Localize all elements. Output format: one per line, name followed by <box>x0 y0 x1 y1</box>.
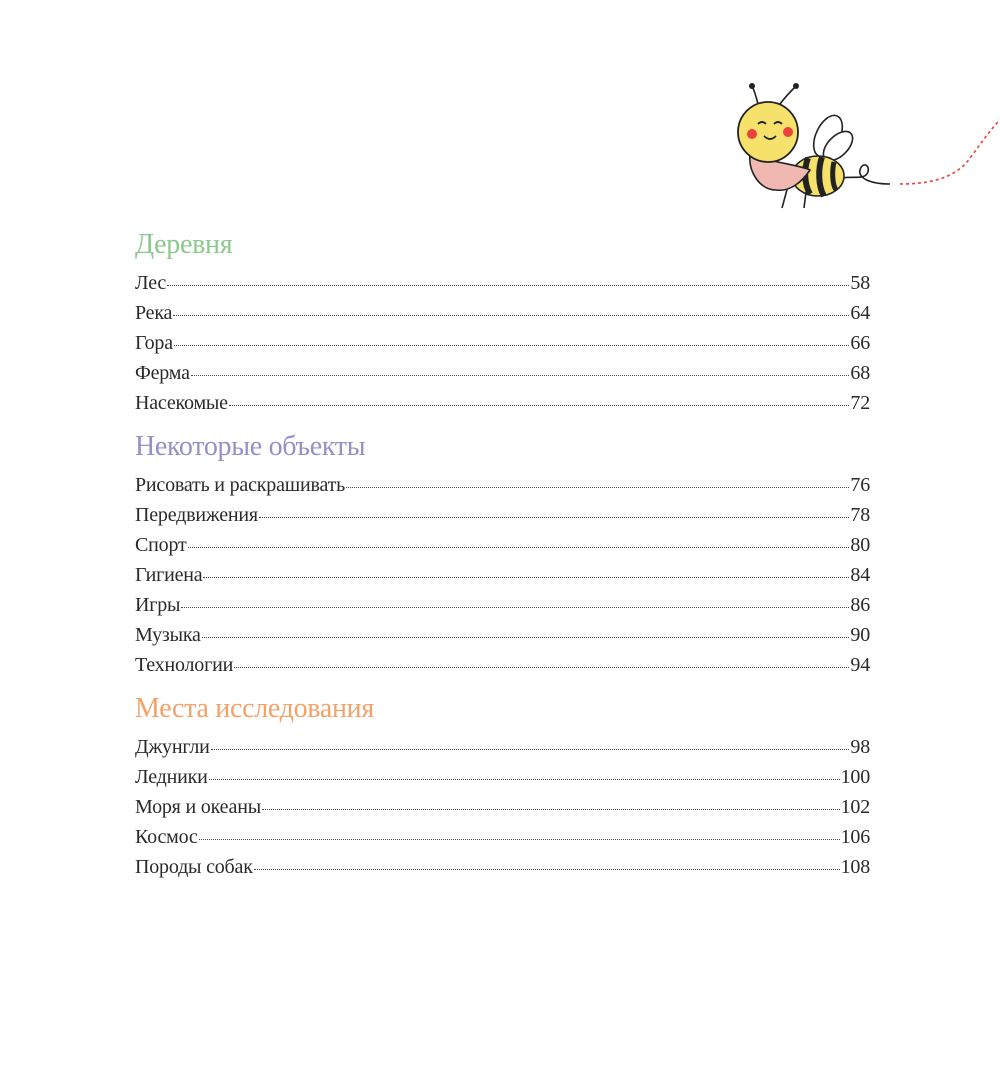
entry-label: Музыка <box>135 624 201 646</box>
toc-entry[interactable] <box>135 268 870 298</box>
entry-label: Спорт <box>135 534 187 556</box>
toc-entry[interactable] <box>135 852 870 882</box>
toc-section <box>135 692 870 882</box>
dot-leader <box>191 375 850 376</box>
toc-entry[interactable] <box>135 732 870 762</box>
entry-page-number: 58 <box>850 272 870 294</box>
entry-page-number: 102 <box>840 796 870 818</box>
entry-page-number: 76 <box>850 474 870 496</box>
entry-label: Передвижения <box>135 504 258 526</box>
flight-trail <box>900 120 1000 184</box>
bee-illustration <box>720 80 1000 220</box>
dot-leader <box>202 637 850 638</box>
toc-section <box>135 430 870 680</box>
dot-leader <box>209 779 840 780</box>
toc-entry[interactable] <box>135 822 870 852</box>
dot-leader <box>167 285 849 286</box>
toc-section <box>135 228 870 418</box>
entry-page-number: 80 <box>850 534 870 556</box>
toc-entry[interactable] <box>135 762 870 792</box>
dot-leader <box>254 869 840 870</box>
tail-curl <box>842 165 890 184</box>
section-title: Деревня <box>135 229 233 260</box>
dot-leader <box>211 749 850 750</box>
entry-label: Породы собак <box>135 856 253 878</box>
bee-cheek <box>747 129 757 139</box>
entry-page-number: 68 <box>850 362 870 384</box>
dot-leader <box>262 809 840 810</box>
entry-label: Насекомые <box>135 392 228 414</box>
toc-entry[interactable] <box>135 560 870 590</box>
dot-leader <box>188 547 850 548</box>
entry-page-number: 106 <box>840 826 870 848</box>
entry-page-number: 66 <box>850 332 870 354</box>
toc-entry[interactable] <box>135 530 870 560</box>
dot-leader <box>173 315 849 316</box>
entry-page-number: 72 <box>850 392 870 414</box>
toc-entry[interactable] <box>135 620 870 650</box>
entry-page-number: 98 <box>850 736 870 758</box>
entry-label: Игры <box>135 594 181 616</box>
entry-page-number: 84 <box>850 564 870 586</box>
bee-cheek <box>783 127 793 137</box>
dot-leader <box>259 517 849 518</box>
toc-entry[interactable] <box>135 470 870 500</box>
entry-label: Джунгли <box>135 736 210 758</box>
entry-page-number: 108 <box>840 856 870 878</box>
section-title: Некоторые объекты <box>135 431 366 462</box>
entry-page-number: 90 <box>850 624 870 646</box>
toc-entry[interactable] <box>135 298 870 328</box>
dot-leader <box>199 839 840 840</box>
entry-page-number: 78 <box>850 504 870 526</box>
entry-page-number: 100 <box>840 766 870 788</box>
section-title: Места исследования <box>135 693 374 724</box>
entry-label: Технологии <box>135 654 234 676</box>
dot-leader <box>181 607 849 608</box>
dot-leader <box>203 577 849 578</box>
entry-label: Ферма <box>135 362 190 384</box>
entry-label: Космос <box>135 826 198 848</box>
toc-entry[interactable] <box>135 590 870 620</box>
entry-label: Гигиена <box>135 564 203 586</box>
toc-entry[interactable] <box>135 328 870 358</box>
entry-page-number: 64 <box>850 302 870 324</box>
table-of-contents <box>135 228 870 882</box>
entry-page-number: 94 <box>850 654 870 676</box>
entry-label: Гора <box>135 332 173 354</box>
dot-leader <box>229 405 850 406</box>
dot-leader <box>234 667 849 668</box>
entry-label: Река <box>135 302 173 324</box>
toc-entry[interactable] <box>135 792 870 822</box>
entry-label: Рисовать и раскрашивать <box>135 474 346 496</box>
entry-label: Моря и океаны <box>135 796 261 818</box>
toc-entry[interactable] <box>135 358 870 388</box>
toc-entry[interactable] <box>135 388 870 418</box>
dot-leader <box>346 487 849 488</box>
toc-entry[interactable] <box>135 500 870 530</box>
entry-label: Ледники <box>135 766 208 788</box>
toc-entry[interactable] <box>135 650 870 680</box>
dot-leader <box>174 345 850 346</box>
entry-label: Лес <box>135 272 167 294</box>
entry-page-number: 86 <box>850 594 870 616</box>
